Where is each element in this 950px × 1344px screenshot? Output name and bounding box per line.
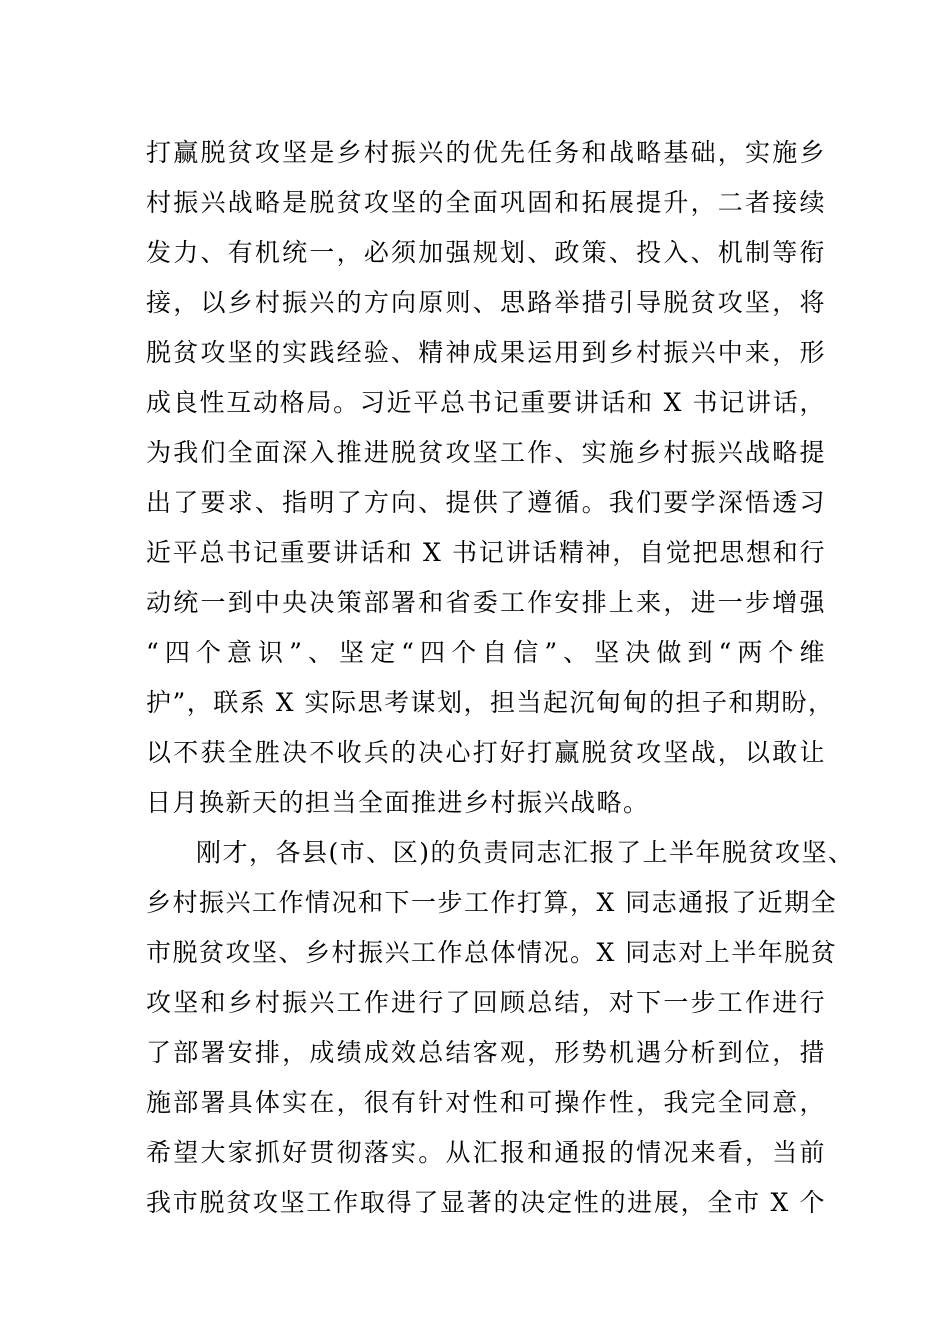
text-line: 市脱贫攻坚、乡村振兴工作总体情况。X 同志对上半年脱贫	[146, 938, 838, 967]
text-line: 希望大家抓好贯彻落实。从汇报和通报的情况来看，当前	[146, 1138, 826, 1167]
text-line: 脱贫攻坚的实践经验、精神成果运用到乡村振兴中来，形	[146, 338, 826, 367]
text-line: 以不获全胜决不收兵的决心打好打赢脱贫攻坚战，以敢让	[146, 738, 826, 767]
text-line: 为我们全面深入推进脱贫攻坚工作、实施乡村振兴战略提	[146, 438, 826, 467]
text-line: 乡村振兴工作情况和下一步工作打算，X 同志通报了近期全	[146, 888, 838, 917]
text-line: 日月换新天的担当全面推进乡村振兴战略。	[146, 788, 650, 817]
text-line: 村振兴战略是脱贫攻坚的全面巩固和拓展提升，二者接续	[146, 188, 826, 217]
text-line: “四个意识”、坚定“四个自信”、坚决做到“两个维	[146, 638, 826, 667]
body-text	[146, 128, 855, 1228]
text-line: 我市脱贫攻坚工作取得了显著的决定性的进展，全市 X 个	[146, 1188, 826, 1217]
text-line: 了部署安排，成绩成效总结客观，形势机遇分析到位，措	[146, 1038, 826, 1067]
text-line: 出了要求、指明了方向、提供了遵循。我们要学深悟透习	[146, 488, 826, 517]
paragraph-2	[146, 828, 855, 1228]
text-line: 打赢脱贫攻坚是乡村振兴的优先任务和战略基础，实施乡	[146, 138, 826, 167]
text-line: 施部署具体实在，很有针对性和可操作性，我完全同意，	[146, 1088, 826, 1117]
text-line: 发力、有机统一，必须加强规划、政策、投入、机制等衔	[146, 238, 826, 267]
text-line: 攻坚和乡村振兴工作进行了回顾总结，对下一步工作进行	[146, 988, 826, 1017]
text-line: 近平总书记重要讲话和 X 书记讲话精神，自觉把思想和行	[146, 538, 826, 567]
text-line: 护”，联系 X 实际思考谋划，担当起沉甸甸的担子和期盼，	[146, 688, 835, 717]
paragraph-1	[146, 128, 835, 828]
text-line: 接，以乡村振兴的方向原则、思路举措引导脱贫攻坚，将	[146, 288, 826, 317]
text-line: 动统一到中央决策部署和省委工作安排上来，进一步增强	[146, 588, 826, 617]
text-line: 成良性互动格局。习近平总书记重要讲话和 X 书记讲话，	[146, 388, 826, 417]
text-line: 刚才，各县(市、区)的负责同志汇报了上半年脱贫攻坚、	[196, 838, 855, 867]
